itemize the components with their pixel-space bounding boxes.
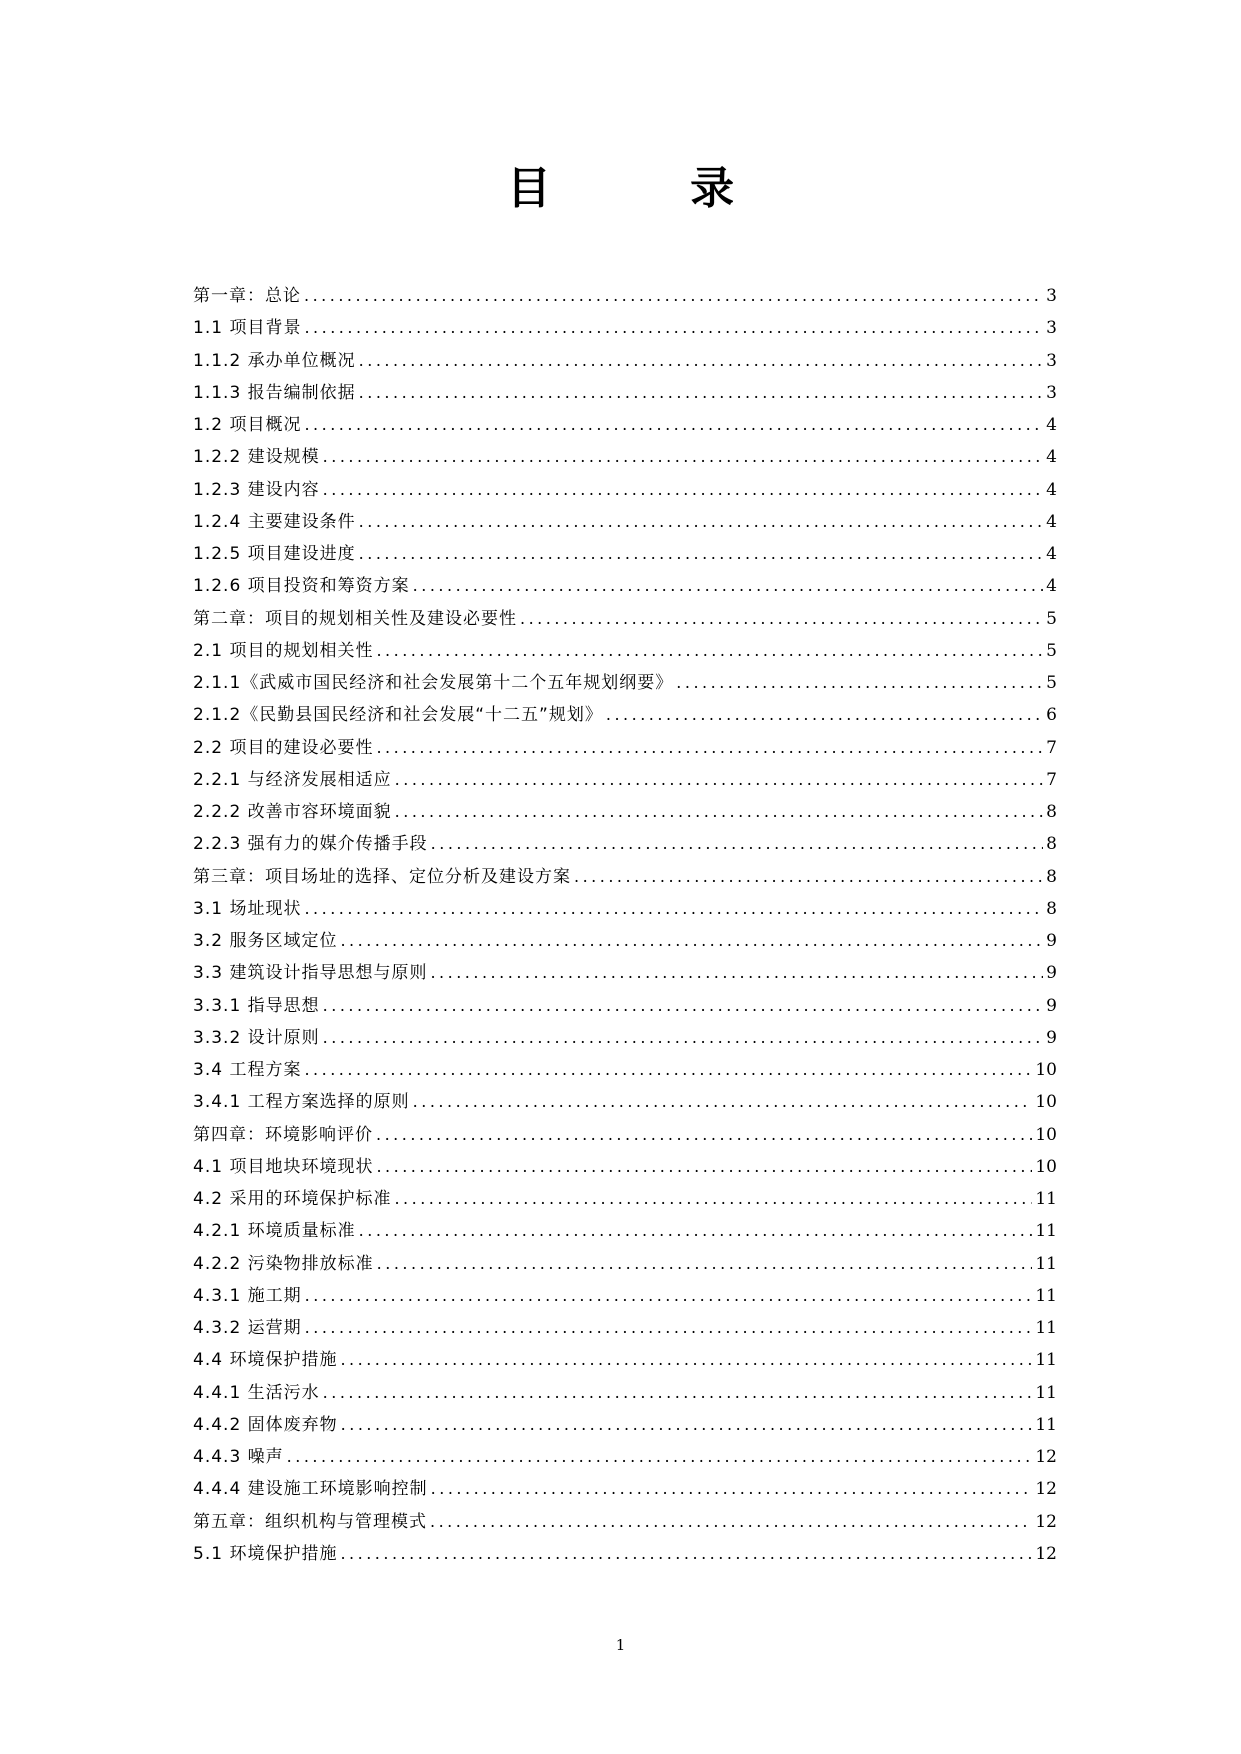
toc-entry-page: 11 (1035, 1221, 1057, 1242)
toc-entry-page: 8 (1046, 898, 1057, 919)
toc-entry-label: 第一章：总论 (193, 286, 301, 306)
toc-entry-page: 4 (1046, 479, 1057, 500)
toc-entry-label: 4.4 环境保护措施 (193, 1350, 338, 1371)
toc-entry[interactable] (193, 345, 1057, 377)
toc-entry[interactable] (193, 699, 1057, 731)
toc-entry-label: 1.2 项目概况 (193, 415, 302, 435)
toc-entry[interactable] (193, 1054, 1057, 1086)
toc-entry-page: 12 (1035, 1447, 1057, 1467)
toc-entry-label: 4.2 采用的环境保护标准 (193, 1189, 392, 1209)
toc-dot-leader (323, 441, 1044, 473)
toc-dot-leader (376, 1151, 1032, 1183)
toc-dot-leader (431, 828, 1044, 860)
toc-entry-page: 5 (1046, 640, 1057, 661)
toc-dot-leader (305, 1280, 1033, 1312)
toc-entry-page: 3 (1046, 286, 1057, 306)
toc-entry-page: 4 (1046, 447, 1057, 468)
toc-entry[interactable] (193, 1506, 1057, 1538)
toc-entry[interactable] (193, 990, 1057, 1022)
toc-dot-leader (520, 603, 1043, 635)
toc-dot-leader (304, 1054, 1032, 1086)
toc-dot-leader (395, 764, 1044, 796)
toc-dot-leader (606, 699, 1043, 731)
toc-entry-label: 1.1.2 承办单位概况 (193, 350, 356, 371)
toc-dot-leader (305, 1312, 1033, 1344)
toc-dot-leader (340, 1538, 1032, 1570)
toc-entry-label: 第二章：项目的规划相关性及建设必要性 (193, 608, 517, 629)
toc-dot-leader (574, 861, 1043, 893)
toc-entry-label: 4.3.2 运营期 (193, 1318, 302, 1338)
toc-dot-leader (323, 1022, 1044, 1054)
toc-entry[interactable] (193, 861, 1057, 893)
toc-entry-page: 7 (1046, 737, 1057, 758)
toc-entry-label: 2.2.3 强有力的媒介传播手段 (193, 834, 428, 855)
toc-entry[interactable] (193, 732, 1057, 764)
toc-entry-page: 5 (1046, 608, 1057, 629)
toc-entry-label: 1.2.6 项目投资和筹资方案 (193, 576, 410, 597)
toc-entry[interactable] (193, 1538, 1057, 1570)
toc-dot-leader (359, 377, 1044, 409)
toc-dot-leader (359, 538, 1044, 570)
toc-dot-leader (304, 312, 1043, 344)
toc-entry-label: 1.2.2 建设规模 (193, 447, 320, 468)
toc-dot-leader (413, 570, 1044, 602)
toc-dot-leader (413, 1086, 1033, 1118)
toc-entry[interactable] (193, 796, 1057, 828)
toc-entry-page: 11 (1035, 1382, 1057, 1403)
toc-entry-page: 4 (1046, 511, 1057, 532)
toc-entry[interactable] (193, 441, 1057, 473)
toc-entry-page: 3 (1046, 318, 1057, 339)
toc-entry[interactable] (193, 1312, 1057, 1344)
toc-entry-label: 2.2.1 与经济发展相适应 (193, 769, 392, 790)
toc-entry[interactable] (193, 377, 1057, 409)
toc-dot-leader (430, 1506, 1032, 1538)
toc-entry-page: 6 (1046, 705, 1057, 726)
toc-entry-label: 4.4.1 生活污水 (193, 1382, 320, 1403)
toc-dot-leader (340, 925, 1043, 957)
toc-entry[interactable] (193, 1344, 1057, 1376)
toc-entry-page: 8 (1046, 866, 1057, 887)
toc-dot-leader (431, 1473, 1033, 1505)
toc-entry-label: 第三章：项目场址的选择、定位分析及建设方案 (193, 866, 571, 887)
toc-entry[interactable] (193, 312, 1057, 344)
toc-entry[interactable] (193, 1280, 1057, 1312)
toc-dot-leader (676, 667, 1043, 699)
toc-entry[interactable] (193, 957, 1057, 989)
toc-entry-page: 9 (1046, 995, 1057, 1016)
toc-entry-label: 4.2.2 污染物排放标准 (193, 1253, 374, 1274)
toc-entry-label: 4.1 项目地块环境现状 (193, 1156, 374, 1177)
toc-entry-page: 11 (1035, 1318, 1057, 1338)
toc-entry-page: 7 (1046, 769, 1057, 790)
toc-entry-label: 1.2.4 主要建设条件 (193, 511, 356, 532)
toc-entry[interactable] (193, 764, 1057, 796)
toc-entry[interactable] (193, 1441, 1057, 1473)
toc-entry-label: 1.1 项目背景 (193, 318, 302, 339)
toc-entry-page: 3 (1046, 382, 1057, 403)
toc-entry-page: 11 (1035, 1253, 1057, 1274)
toc-entry-page: 4 (1046, 576, 1057, 597)
toc-entry-page: 8 (1046, 802, 1057, 822)
toc-entry-page: 3 (1046, 350, 1057, 371)
toc-entry-page: 12 (1035, 1479, 1057, 1500)
toc-entry-label: 1.2.3 建设内容 (193, 479, 320, 500)
toc-entry-page: 11 (1035, 1350, 1057, 1371)
toc-dot-leader (430, 957, 1043, 989)
toc-dot-leader (395, 796, 1044, 828)
toc-entry-label: 第五章：组织机构与管理模式 (193, 1511, 427, 1532)
toc-entry-label: 3.4.1 工程方案选择的原则 (193, 1092, 410, 1113)
toc-entry-page: 9 (1046, 931, 1057, 951)
toc-entry-page: 11 (1035, 1414, 1057, 1435)
toc-dot-leader (323, 474, 1044, 506)
toc-dot-leader (340, 1344, 1032, 1376)
toc-dot-leader (304, 893, 1043, 925)
toc-entry-label: 5.1 环境保护措施 (193, 1543, 338, 1564)
toc-entry[interactable] (193, 1377, 1057, 1409)
toc-dot-leader (359, 345, 1044, 377)
toc-entry[interactable] (193, 506, 1057, 538)
toc-entry-label: 1.2.5 项目建设进度 (193, 544, 356, 564)
toc-dot-leader (394, 1183, 1032, 1215)
toc-entry-page: 10 (1035, 1092, 1057, 1113)
toc-entry-label: 2.2 项目的建设必要性 (193, 737, 374, 758)
toc-dot-leader (304, 409, 1043, 441)
toc-dot-leader (323, 990, 1044, 1022)
toc-entry[interactable] (193, 828, 1057, 860)
toc-entry[interactable] (193, 474, 1057, 506)
page-title: 目 录 (506, 163, 797, 214)
toc-entry[interactable] (193, 409, 1057, 441)
toc-entry-label: 2.1 项目的规划相关性 (193, 640, 374, 661)
toc-entry[interactable] (193, 1086, 1057, 1118)
toc-entry-label: 3.4 工程方案 (193, 1060, 302, 1080)
toc-dot-leader (376, 635, 1043, 667)
toc-entry-label: 第四章：环境影响评价 (193, 1124, 373, 1145)
toc-dot-leader (304, 280, 1043, 312)
toc-dot-leader (376, 1119, 1032, 1151)
toc-entry-page: 11 (1035, 1189, 1057, 1209)
toc-dot-leader (341, 1409, 1033, 1441)
toc-entry[interactable] (193, 538, 1057, 570)
toc-dot-leader (359, 1215, 1033, 1247)
toc-entry-label: 3.3.1 指导思想 (193, 995, 320, 1016)
toc-entry[interactable] (193, 1215, 1057, 1247)
toc-entry[interactable] (193, 603, 1057, 635)
table-of-contents (193, 280, 1057, 1570)
toc-entry-label: 2.1.1《武威市国民经济和社会发展第十二个五年规划纲要》 (193, 673, 674, 693)
toc-entry-page: 10 (1035, 1156, 1057, 1177)
toc-dot-leader (376, 732, 1043, 764)
toc-entry[interactable] (193, 1022, 1057, 1054)
toc-dot-leader (359, 506, 1044, 538)
toc-entry[interactable] (193, 667, 1057, 699)
toc-entry-label: 4.4.4 建设施工环境影响控制 (193, 1479, 428, 1500)
toc-entry-label: 3.1 场址现状 (193, 898, 302, 919)
toc-entry[interactable] (193, 570, 1057, 602)
toc-entry-page: 4 (1046, 544, 1057, 564)
toc-entry-label: 1.1.3 报告编制依据 (193, 382, 356, 403)
toc-entry-page: 10 (1035, 1060, 1057, 1080)
toc-entry[interactable] (193, 1473, 1057, 1505)
toc-dot-leader (323, 1377, 1033, 1409)
toc-entry[interactable] (193, 1119, 1057, 1151)
toc-entry-label: 2.1.2《民勤县国民经济和社会发展“十二五”规划》 (193, 705, 603, 726)
toc-dot-leader (287, 1441, 1033, 1473)
toc-entry-label: 3.2 服务区域定位 (193, 931, 338, 951)
toc-entry-label: 3.3.2 设计原则 (193, 1027, 320, 1048)
toc-entry[interactable] (193, 635, 1057, 667)
toc-entry[interactable] (193, 925, 1057, 957)
toc-entry[interactable] (193, 1183, 1057, 1215)
toc-entry-page: 12 (1035, 1543, 1057, 1564)
toc-entry-page: 11 (1035, 1285, 1057, 1306)
toc-entry[interactable] (193, 1151, 1057, 1183)
page-number: 1 (615, 1636, 626, 1654)
toc-entry-page: 9 (1046, 963, 1057, 984)
toc-entry-page: 9 (1046, 1027, 1057, 1048)
toc-entry[interactable] (193, 1409, 1057, 1441)
toc-entry[interactable] (193, 893, 1057, 925)
toc-entry-label: 3.3 建筑设计指导思想与原则 (193, 963, 428, 984)
toc-entry-page: 10 (1035, 1124, 1057, 1145)
toc-entry-page: 5 (1046, 673, 1057, 693)
toc-entry-page: 8 (1046, 834, 1057, 855)
toc-entry-page: 4 (1046, 415, 1057, 435)
toc-entry-label: 4.4.2 固体废弃物 (193, 1414, 338, 1435)
toc-entry[interactable] (193, 280, 1057, 312)
toc-entry-label: 4.4.3 噪声 (193, 1447, 284, 1467)
toc-entry-label: 2.2.2 改善市容环境面貌 (193, 802, 392, 822)
toc-entry-label: 4.3.1 施工期 (193, 1285, 302, 1306)
toc-entry-page: 12 (1035, 1511, 1057, 1532)
toc-entry[interactable] (193, 1248, 1057, 1280)
toc-entry-label: 4.2.1 环境质量标准 (193, 1221, 356, 1242)
toc-dot-leader (377, 1248, 1033, 1280)
